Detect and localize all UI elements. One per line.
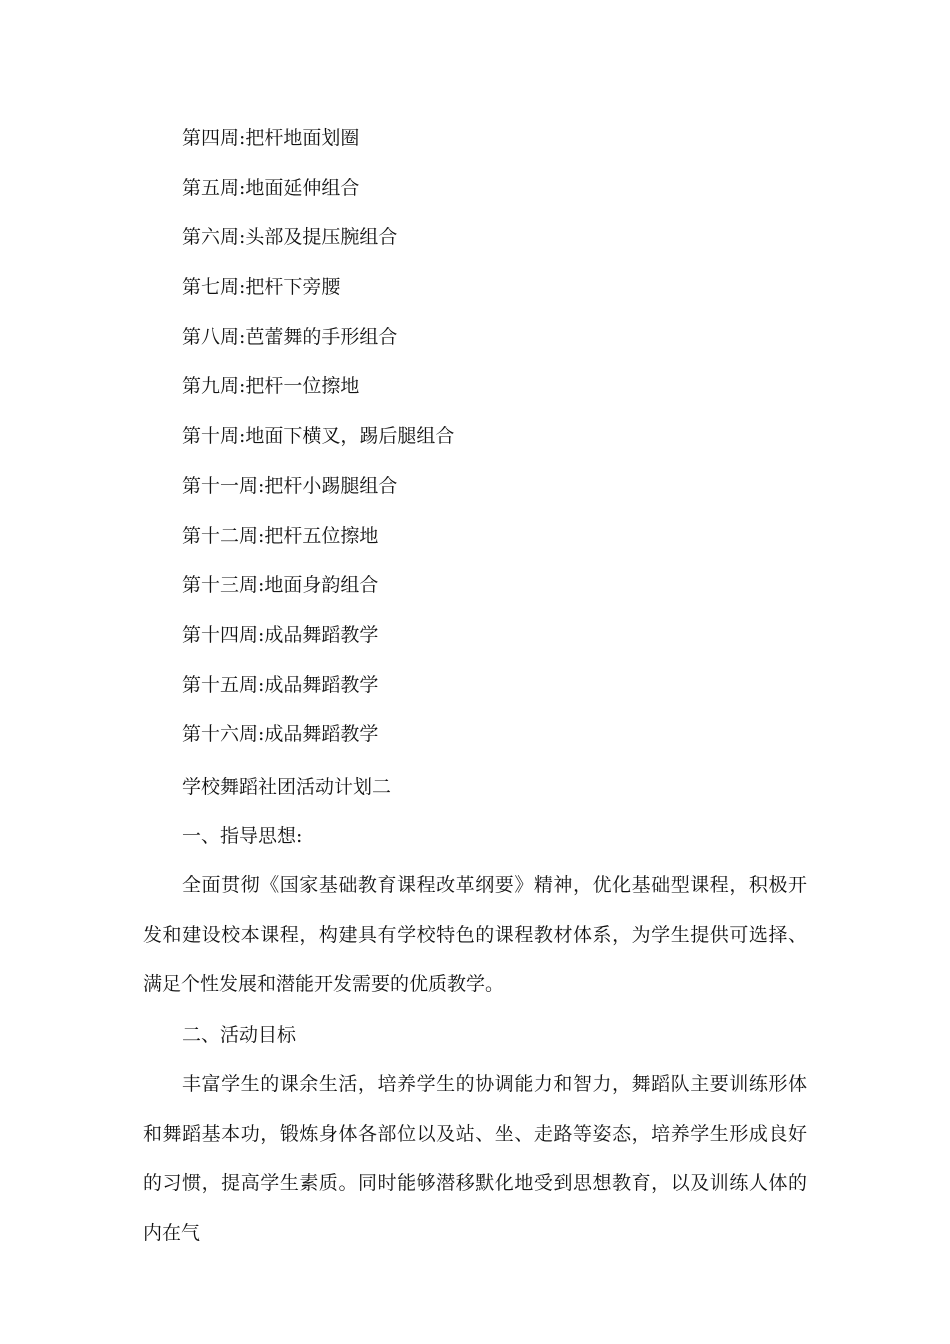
activity-goals-paragraph: 丰富学生的课余生活，培养学生的协调能力和智力，舞蹈队主要训练形体和舞蹈基本功，锻炼身体各部位以及站、坐、走路等姿态，培养学生形成良好的习惯，提高学生素质。同时能够潜移默化地受到思想教育，以及训练人体的内在气 xyxy=(143,1073,807,1244)
guiding-ideology-paragraph: 全面贯彻《国家基础教育课程改革纲要》精神，优化基础型课程，积极开发和建设校本课程，构建具有学校特色的课程教材体系，为学生提供可选择、满足个性发展和潜能开发需要的优质教学。 xyxy=(143,874,807,995)
week-item: 第十二周:把杆五位擦地 xyxy=(182,524,379,547)
week-item: 第四周:把杆地面划圈 xyxy=(182,127,360,149)
week-item: 第十一周:把杆小踢腿组合 xyxy=(182,474,398,497)
week-item: 第十四周:成品舞蹈教学 xyxy=(182,623,379,646)
plan-title: 学校舞蹈社团活动计划二 xyxy=(182,776,392,798)
week-item: 第八周:芭蕾舞的手形组合 xyxy=(182,325,398,348)
section-heading-guiding-ideology: 一、指导思想: xyxy=(182,825,303,847)
weekly-schedule-list xyxy=(182,124,802,770)
week-item: 第六周:头部及提压腕组合 xyxy=(182,226,398,249)
week-item: 第十周:地面下横叉，踢后腿组合 xyxy=(182,425,455,448)
week-item: 第十五周:成品舞蹈教学 xyxy=(182,673,379,696)
week-item: 第十三周:地面身韵组合 xyxy=(182,574,379,597)
week-item: 第十六周:成品舞蹈教学 xyxy=(182,723,379,746)
week-item: 第五周:地面延伸组合 xyxy=(182,176,360,199)
week-item: 第九周:把杆一位擦地 xyxy=(182,375,360,398)
section-heading-activity-goals: 二、活动目标 xyxy=(182,1024,297,1046)
week-item: 第七周:把杆下旁腰 xyxy=(182,276,341,299)
